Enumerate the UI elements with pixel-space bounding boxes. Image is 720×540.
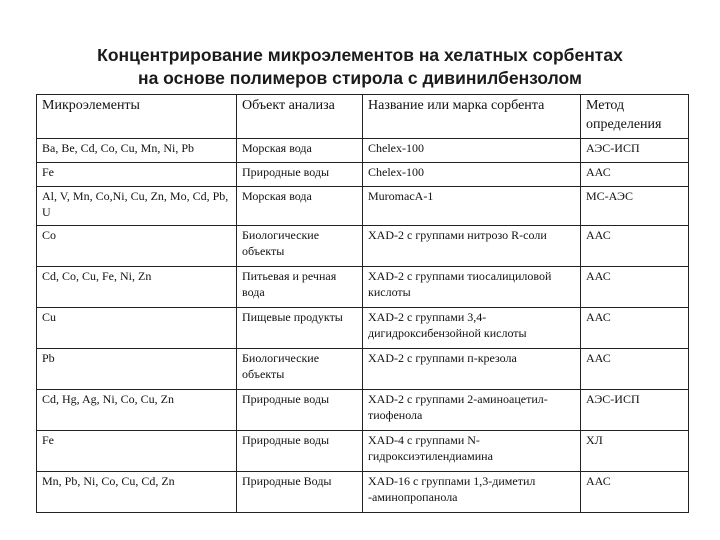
cell-microelements: Cd, Co, Cu, Fe, Ni, Zn — [37, 267, 237, 308]
cell-detection-method: МС-АЭС — [581, 187, 689, 226]
table-row — [37, 267, 689, 308]
table-row — [37, 308, 689, 349]
header-sorbent-name: Название или марка сорбента — [363, 95, 581, 139]
cell-microelements: Fe — [37, 431, 237, 472]
cell-microelements: Co — [37, 226, 237, 267]
cell-microelements: Al, V, Mn, Co,Ni, Cu, Zn, Mo, Cd, Pb, U — [37, 187, 237, 226]
title-line-2: на основе полимеров стирола с дивинилбензолом — [138, 68, 582, 88]
cell-analysis-object: Пищевые продукты — [237, 308, 363, 349]
cell-analysis-object: Природные Воды — [237, 472, 363, 513]
cell-sorbent-name: XAD-2 с группами тиосалициловой кислоты — [363, 267, 581, 308]
table-row — [37, 163, 689, 187]
cell-microelements: Mn, Pb, Ni, Co, Cu, Cd, Zn — [37, 472, 237, 513]
cell-sorbent-name: XAD-2 с группами 2-аминоацетил-тиофенола — [363, 390, 581, 431]
cell-detection-method: ААС — [581, 308, 689, 349]
cell-analysis-object: Питьевая и речная вода — [237, 267, 363, 308]
cell-analysis-object: Природные воды — [237, 431, 363, 472]
table-row — [37, 139, 689, 163]
cell-detection-method: ААС — [581, 472, 689, 513]
cell-detection-method: ХЛ — [581, 431, 689, 472]
cell-sorbent-name: XAD-2 с группами нитрозо R-соли — [363, 226, 581, 267]
header-detection-method: Метод определения — [581, 95, 689, 139]
cell-analysis-object: Морская вода — [237, 187, 363, 226]
cell-detection-method: ААС — [581, 267, 689, 308]
cell-sorbent-name: MuromacA-1 — [363, 187, 581, 226]
cell-sorbent-name: Chelex-100 — [363, 163, 581, 187]
table-row — [37, 431, 689, 472]
table-row — [37, 226, 689, 267]
cell-microelements: Fe — [37, 163, 237, 187]
header-analysis-object: Объект анализа — [237, 95, 363, 139]
cell-sorbent-name: Chelex-100 — [363, 139, 581, 163]
cell-sorbent-name: XAD-2 с группами 3,4-дигидроксибензойной кислоты — [363, 308, 581, 349]
title-line-1: Концентрирование микроэлементов на хелатных сорбентах — [97, 45, 623, 65]
cell-analysis-object: Биологические объекты — [237, 349, 363, 390]
cell-sorbent-name: XAD-2 с группами п-крезола — [363, 349, 581, 390]
cell-detection-method: ААС — [581, 163, 689, 187]
slide-title — [0, 44, 720, 90]
table-header-row — [37, 95, 689, 139]
cell-microelements: Cd, Hg, Ag, Ni, Co, Cu, Zn — [37, 390, 237, 431]
sorbents-table — [36, 94, 689, 513]
cell-analysis-object: Природные воды — [237, 163, 363, 187]
cell-microelements: Pb — [37, 349, 237, 390]
cell-detection-method: АЭС-ИСП — [581, 390, 689, 431]
cell-analysis-object: Природные воды — [237, 390, 363, 431]
table-row — [37, 187, 689, 226]
cell-microelements: Ba, Be, Cd, Co, Cu, Mn, Ni, Pb — [37, 139, 237, 163]
table-row — [37, 390, 689, 431]
cell-detection-method: АЭС-ИСП — [581, 139, 689, 163]
cell-sorbent-name: XAD-16 с группами 1,3-диметил -аминопропанола — [363, 472, 581, 513]
cell-detection-method: ААС — [581, 349, 689, 390]
header-microelements: Микроэлементы — [37, 95, 237, 139]
table-row — [37, 349, 689, 390]
cell-analysis-object: Биологические объекты — [237, 226, 363, 267]
cell-sorbent-name: XAD-4 с группами N-гидроксиэтилендиамина — [363, 431, 581, 472]
cell-microelements: Cu — [37, 308, 237, 349]
cell-detection-method: ААС — [581, 226, 689, 267]
table-row — [37, 472, 689, 513]
cell-analysis-object: Морская вода — [237, 139, 363, 163]
